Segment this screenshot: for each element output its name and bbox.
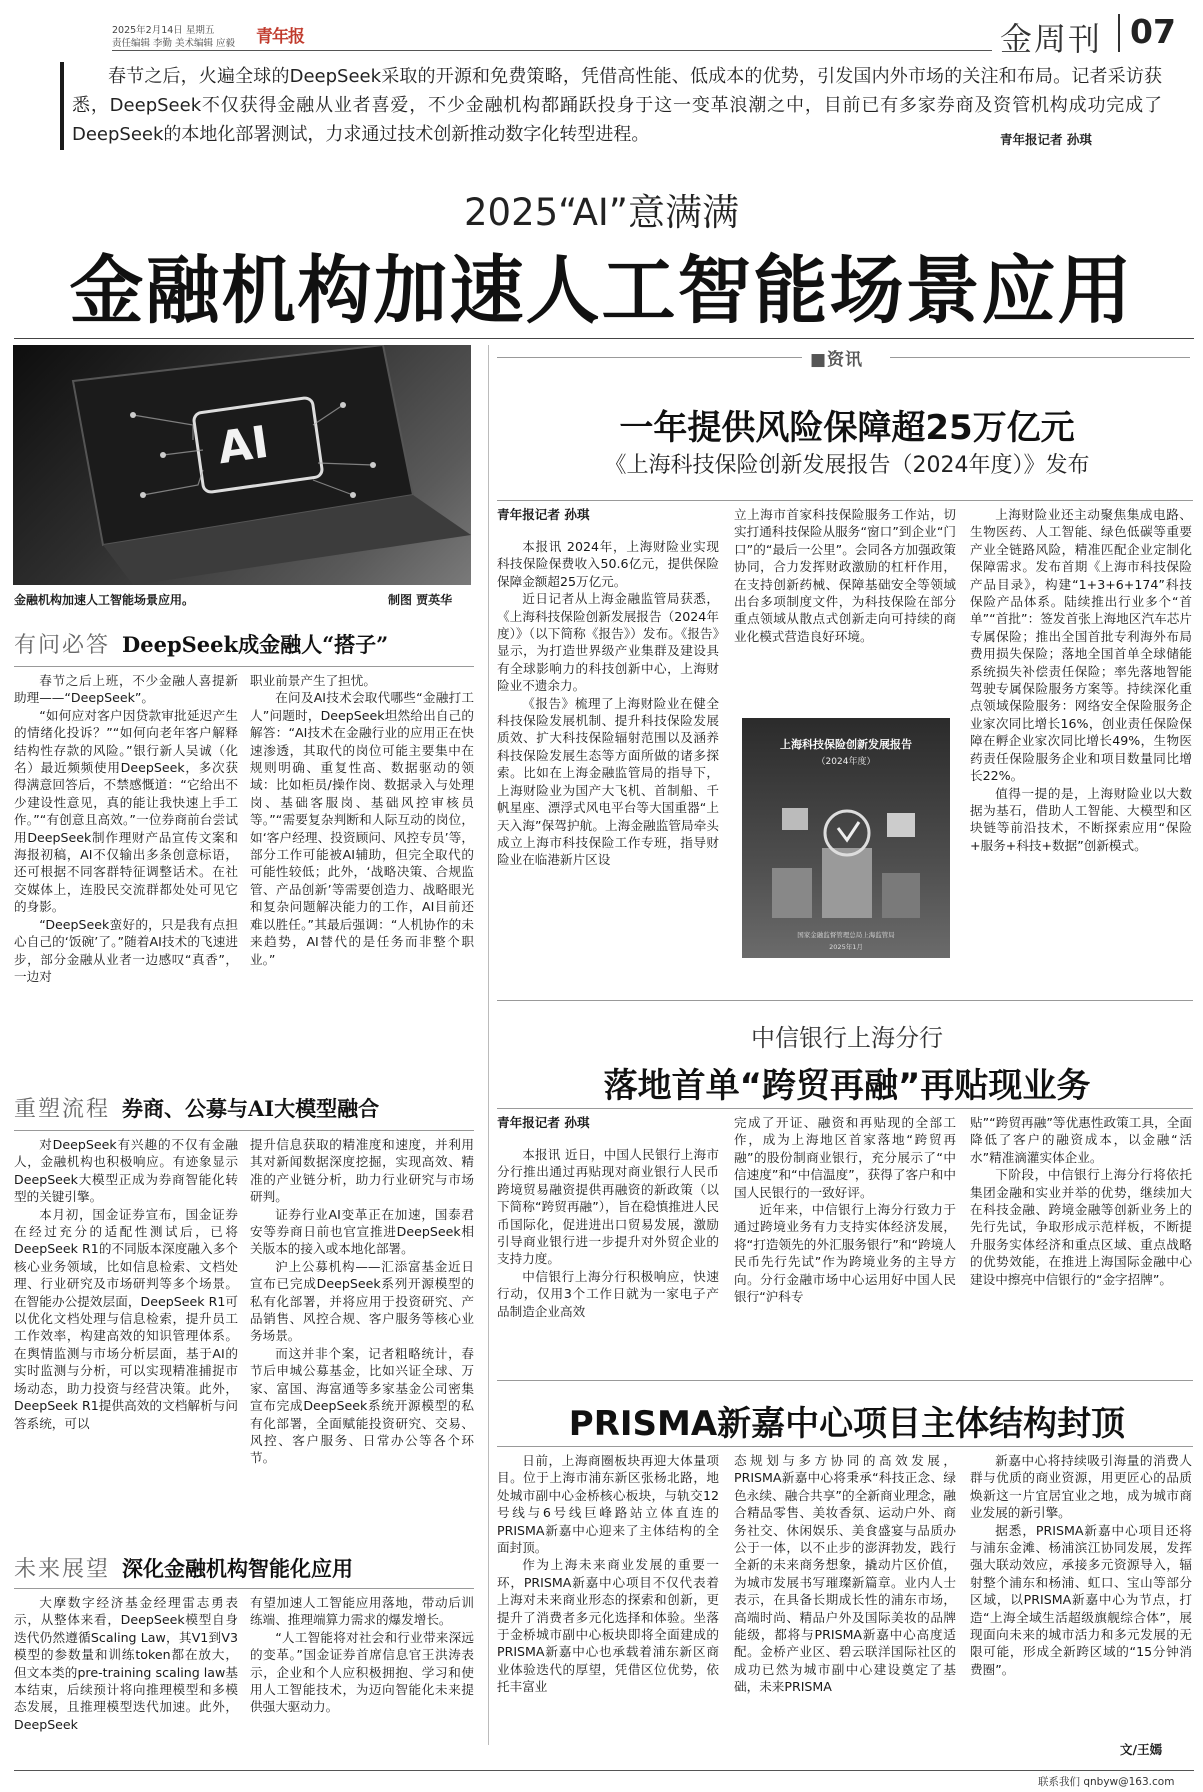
report-cover-image xyxy=(742,718,950,958)
article1-rule xyxy=(497,500,1193,501)
section3-rule xyxy=(14,1588,474,1589)
article1-subtitle: 《上海科技保险创新发展报告（2024年度）》发布 xyxy=(604,453,1090,478)
paragraph: 新嘉中心将持续吸引海量的消费人群与优质的商业资源，用更匠心的品质焕新这一片宜居宜业之地，成为城市商业发展的新引擎。 xyxy=(970,1453,1192,1521)
paragraph: 立上海市首家科技保险服务工作站，切实打通科技保险从服务“窗口”到企业“门口”的“最后一公里”。会同各方加强政策协同，合力发挥财政激励的杠杆作用，在支持创新药械、保障基础安全等领域出台多项制度文件，为科技保险在部分重点领域从散点式创新走向可持续的商业化模式营造良好环境。 xyxy=(734,507,956,644)
article2-bottom-rule xyxy=(497,1380,1193,1381)
paragraph: 《报告》梳理了上海财险业在健全科技保险发展机制、提升科技保险发展质效、扩大科技保险辐射范围以及涵养科技保险发展生态等方面所做的诸多探索。比如在上海金融监管局的指导下，上海财险业为国产大飞机、首制船、千帆星座、漂浮式风电平台等大国重器“上天入海”保驾护航。上海金融监管局牵头成立上海市科技保险工作专班，指导财险业在临港新片区设 xyxy=(497,695,719,868)
section3-key: 未来展望 xyxy=(14,1557,111,1582)
article3-col2 xyxy=(734,1452,956,1696)
paragraph: 本报讯 近日，中国人民银行上海市分行推出通过再贴现对商业银行人民币跨境贸易融资提供再融资的新政策（以下简称“跨贸再融”），旨在稳慎推进人民币国际化，促进进出口贸易发展，激励引导商业银行进一步提升对外贸企业的支持力度。 xyxy=(497,1147,719,1267)
section3-col1 xyxy=(14,1594,238,1733)
masthead xyxy=(0,0,1203,60)
masthead-rule xyxy=(112,50,992,51)
paragraph: 近日记者从上海金融监管局获悉，《上海科技保险创新发展报告（2024年度）》（以下简称《报告》）发布。《报告》显示，为打造世界级产业集群及建设具有全球影响力的科技创新中心，上海财险业不遗余力。 xyxy=(497,591,719,694)
article1-bottom-rule xyxy=(497,1000,1193,1001)
paragraph: 在问及AI技术会取代哪些“金融打工人”问题时，DeepSeek坦然给出自己的解答：“AI技术在金融行业的应用正在快速渗透，其取代的岗位可能主要集中在规则明确、重复性高、数据驱动的领域：比如柜员/操作岗、数据录入与处理岗、基础客服岗、基础风控审核员等。”“需要复杂判断和人际互动的岗位，如‘客户经理、投资顾问、风控专员’等，部分工作可能被AI辅助，但完全取代的可能性较低；此外，‘战略决策、合规监管、产品创新’等需要创造力、战略眼光和复杂问题解决能力的工作，AI目前还难以胜任。”其最后强调：“人机协作的未来趋势，AI替代的是任务而非整个职业。” xyxy=(250,690,474,967)
headline-title: 金融机构加速人工智能场景应用 xyxy=(69,248,1134,334)
paragraph: 下阶段，中信银行上海分行将依托集团金融和实业并举的优势，继续加大在科技金融、跨境金融等创新业务上的先行先试，争取形成示范样板，不断提升服务实体经济和重点区域、重点战略的优势效能，在推进上海国际金融中心建设中擦亮中信银行的“金字招牌”。 xyxy=(970,1167,1192,1287)
paragraph: 有望加速人工智能应用落地，带动后训练端、推理端算力需求的爆发增长。 xyxy=(250,1595,474,1628)
paragraph: 证券行业AI变革正在加速，国泰君安等券商日前也官宣推进DeepSeek相关版本的接入或本地化部署。 xyxy=(250,1206,474,1257)
masthead-divider xyxy=(1118,14,1120,52)
article2-col2 xyxy=(734,1114,956,1305)
paragraph: 提升信息获取的精准度和速度，并利用其对新闻数据深度挖掘，实现高效、精准的产业链分析，助力行业研究与市场研判。 xyxy=(250,1137,474,1205)
photo-credit: 制图 贾英华 xyxy=(388,593,453,607)
section1-key: 有问必答 xyxy=(14,633,111,658)
section1-title: DeepSeek成金融人“搭子” xyxy=(122,632,389,657)
article3-col3 xyxy=(970,1452,1192,1678)
paragraph: 贴”“跨贸再融”等优惠性政策工具，全面降低了客户的融资成本，以金融“活水”精准滴灌实体企业。 xyxy=(970,1115,1192,1165)
intro-byline: 青年报记者 孙琪 xyxy=(1000,132,1092,147)
article1-col1 xyxy=(497,506,719,869)
footer-contact: 联系我们 qnbyw@163.com xyxy=(1038,1776,1175,1788)
section3-title: 深化金融机构智能化应用 xyxy=(122,1556,354,1581)
paragraph: 大摩数字经济基金经理雷志勇表示，从整体来看，DeepSeek模型自身迭代仍然遵循Scaling Law，其V1到V3模型的参数量和训练token都在放大，但文本类的pre-training scaling law基本结束，后续预计将向推理模型和多模态发展，且推理模型迭代加速。此外，DeepSeek xyxy=(14,1595,238,1732)
masthead-editors: 责任编辑 李勤 美术编辑 应毅 xyxy=(112,38,236,49)
section1-col2 xyxy=(250,672,474,968)
report-cover-graphic xyxy=(742,778,950,928)
laptop-screen-text: AI xyxy=(214,416,272,475)
news-label: ■资讯 xyxy=(810,350,864,370)
paragraph: “人工智能将对社会和行业带来深远的变革。”国金证券首席信息官王洪涛表示，企业和个人应积极拥抱、学习和使用人工智能技术，为迈向智能化未来提供强大驱动力。 xyxy=(250,1629,474,1715)
photo-caption: 金融机构加速人工智能场景应用。 xyxy=(14,593,195,607)
section1-heading xyxy=(14,628,474,659)
paragraph: 而这并非个案，记者粗略统计，春节后申城公募基金，比如兴证全球、万家、富国、海富通等多家基金公司密集宣布完成DeepSeek系统开源模型的私有化部署，全面赋能投资研究、交易、风控、客户服务、日常办公等各个环节。 xyxy=(250,1345,474,1466)
paragraph: 对DeepSeek有兴趣的不仅有金融人，金融机构也积极响应。有迹象显示DeepSeek大模型正成为券商智能化转型的关键引擎。 xyxy=(14,1137,238,1205)
article2-title: 落地首单“跨贸再融”再贴现业务 xyxy=(603,1066,1091,1106)
paragraph: 日前，上海商圈板块再迎大体量项目。位于上海市浦东新区张杨北路，地处城市副中心金桥核心板块，与轨交12号线与6号线巨峰路站立体直连的PRISMA新嘉中心迎来了主体结构的全面封顶。 xyxy=(497,1453,719,1556)
intro-left-bar xyxy=(60,62,64,150)
paragraph: 据悉，PRISMA新嘉中心项目还将与浦东金滩、杨浦滨江协同发展，发挥强大联动效应，承接多元资源导入，辐射整个浦东和杨浦、虹口、宝山等部分区域，以PRISMA新嘉中心为节点，打造“上海全域生活超级旗舰综合体”，展现面向未来的城市活力和多元发展的无限可能，形成全新跨区域的“15分钟消费圈”。 xyxy=(970,1522,1192,1677)
headline-kicker: 2025“AI”意满满 xyxy=(464,191,739,234)
intro-paragraph: 春节之后，火遍全球的DeepSeek采取的开源和免费策略，凭借高性能、低成本的优势，引发国内外市场的关注和布局。记者采访获悉，DeepSeek不仅获得金融从业者喜爱，不少金融机构都踊跃投身于这一变革浪潮之中，目前已有多家券商及资管机构成功完成了DeepSeek的本地化部署测试，力求通过技术创新推动数字化转型进程。 xyxy=(72,66,1162,145)
news-rule-right xyxy=(890,357,1190,358)
column-divider xyxy=(488,345,489,1745)
article1-col3 xyxy=(970,506,1192,854)
section2-rule xyxy=(14,1130,474,1131)
article3-author: 文/王嫣 xyxy=(1120,1742,1163,1757)
report-cover-date: 2025年1月 xyxy=(829,943,863,951)
paragraph: 上海财险业还主动聚焦集成电路、生物医药、人工智能、绿色低碳等重要产业全链路风险，精准匹配企业定制化保障需求。发布首期《上海市科技保险产品目录》，构建“1+3+6+174”科技保险产品体系。陆续推出行业多个“首单”“首批”：签发首张上海地区汽车芯片专属保险；推出全国首批专利海外布局费用损失保险；落地全国首单全球储能系统损失补偿责任保险；率先落地智能驾驶专属保险服务方案等。持续深化重点领域保险服务：网络安全保险服务企业家次同比增长16%，创业责任保险保障在孵企业家次同比增长49%，生物医药责任保险服务企业和项目数量同比增长22%。 xyxy=(970,507,1192,784)
section-name: 金周刊 xyxy=(1000,20,1103,58)
section2-heading xyxy=(14,1092,474,1123)
paragraph: 春节之后上班，不少金融人喜提新助理——“DeepSeek”。 xyxy=(14,673,238,706)
article2-col1 xyxy=(497,1114,719,1320)
article1-col2 xyxy=(734,506,956,645)
paragraph: 作为上海未来商业发展的重要一环，PRISMA新嘉中心项目不仅代表着上海对未来商业形态的探索和创新，更提升了消费者多元化选择和体验。坐落于金桥城市副中心板块即将全面建成的PRISMA新嘉中心也承载着浦东新区商业体验迭代的厚望，凭借区位优势，依托丰富业 xyxy=(497,1557,719,1695)
article3-title: PRISMA新嘉中心项目主体结构封顶 xyxy=(568,1404,1126,1444)
section2-key: 重塑流程 xyxy=(14,1097,111,1122)
paragraph: 态规划与多方协同的高效发展，PRISMA新嘉中心将秉承“科技正念、绿色永续、融合共享”的全新商业理念，融合精品零售、美妆香氛、运动户外、商务社交、休闲娱乐、美食盛宴与品质办公于一体，以不止步的澎湃勃发，践行全新的未来商务想象，撬动片区价值，为城市发展书写璀璨新篇章。业内人士表示，在具备长期成长性的浦东市场，高端时尚、精品户外及国际美妆的品牌能级，都将与PRISMA新嘉中心高度适配。金桥产业区、碧云联洋国际社区的成功已然为城市副中心建设奠定了基础，未来PRISMA xyxy=(734,1453,956,1695)
section1-rule xyxy=(14,666,474,667)
paragraph: 职业前景产生了担忧。 xyxy=(250,673,376,688)
section3-col2 xyxy=(250,1594,474,1716)
paragraph: 值得一提的是，上海财险业以大数据为基石，借助人工智能、大模型和区块链等前沿技术，不断探索应用“保险+服务+科技+数据”创新模式。 xyxy=(970,785,1192,853)
report-cover-org: 国家金融监督管理总局上海监管局 xyxy=(797,931,895,939)
report-cover-year: （2024年度） xyxy=(816,757,876,767)
section2-col2 xyxy=(250,1136,474,1467)
newspaper-logo: 青年报 xyxy=(256,27,304,47)
headline-rule xyxy=(14,338,1194,339)
article1-byline: 青年报记者 孙琪 xyxy=(497,507,590,522)
article3-col1 xyxy=(497,1452,719,1696)
paragraph: 中信银行上海分行积极响应，快速行动，仅用3个工作日就为一家电子产品制造企业高效 xyxy=(497,1268,719,1319)
page-number: 07 xyxy=(1130,12,1176,51)
paragraph: “DeepSeek蛮好的，只是我有点担心自己的‘饭碗’了。”随着AI技术的飞速进步，部分金融从业者一边感叹“真香”，一边对 xyxy=(14,916,238,984)
paragraph: 本报讯 2024年，上海财险业实现科技保险保费收入50.6亿元，提供保险保障金额超25万亿元。 xyxy=(497,539,719,589)
section2-title: 券商、公募与AI大模型融合 xyxy=(122,1096,380,1121)
paragraph: 完成了开证、融资和再贴现的全部工作，成为上海地区首家落地“跨贸再融”的股份制商业银行，充分展示了“中信速度”和“中信温度”，获得了客户和中国人民银行的一致好评。 xyxy=(734,1115,956,1200)
news-rule-left xyxy=(497,357,802,358)
report-cover-title: 上海科技保险创新发展报告 xyxy=(780,738,912,751)
article2-col3 xyxy=(970,1114,1192,1288)
footer-rule xyxy=(14,1770,1194,1771)
masthead-date: 2025年2月14日 星期五 xyxy=(112,25,215,36)
article1-title: 一年提供风险保障超25万亿元 xyxy=(619,408,1075,448)
section2-col1 xyxy=(14,1136,238,1432)
article2-rule xyxy=(497,1108,1193,1109)
feature-photo xyxy=(13,345,471,585)
paragraph: 本月初，国金证券宣布，国金证券在经过充分的适配性测试后，已将DeepSeek R1的不同版本深度融入多个核心业务领域，比如信息检索、文档处理、行业研究及市场研判等多个场景。在智能办公提效层面，DeepSeek R1可以优化文档处理与信息检索，提升员工工作效率，构建高效的知识管理体系。在舆情监测与市场分析层面，基于AI的实时监测与分析，可以实现精准捕捉市场动态，助力投资与经营决策。此外，DeepSeek R1提供高效的文档解析与问答系统，可以 xyxy=(14,1206,238,1431)
section1-col1 xyxy=(14,672,238,985)
article3-rule xyxy=(497,1446,1193,1447)
article2-byline: 青年报记者 孙琪 xyxy=(497,1115,590,1130)
section3-heading xyxy=(14,1552,474,1583)
paragraph: 沪上公募机构——汇添富基金近日宣布已完成DeepSeek系列开源模型的私有化部署，并将应用于投资研究、产品销售、风控合规、客户服务等核心业务场景。 xyxy=(250,1258,474,1344)
article2-kicker: 中信银行上海分行 xyxy=(751,1024,943,1052)
paragraph: 近年来，中信银行上海分行致力于通过跨境业务有力支持实体经济发展，将“打造领先的外汇服务银行”和“跨境人民币先行先试”作为跨境业务的主导方向。分行金融市场中心运用好中国人民银行“沪科专 xyxy=(734,1202,956,1305)
paragraph: “如何应对客户因贷款审批延迟产生的情绪化投诉？”“如何向老年客户解释结构性存款的风险。”银行新人吴诚（化名）最近频频使用DeepSeek，多次获得满意回答后，不禁感慨道：“它给出不少建设性意见，真的能让我快速上手工作。”“有创意且高效。”一位券商前台尝试用DeepSeek制作理财产品宣传文案和海报初稿，AI不仅输出多条创意标语，还可根据不同客群特征调整话术。在社交媒体上，连股民交流群都处处可见它的身影。 xyxy=(14,707,238,915)
